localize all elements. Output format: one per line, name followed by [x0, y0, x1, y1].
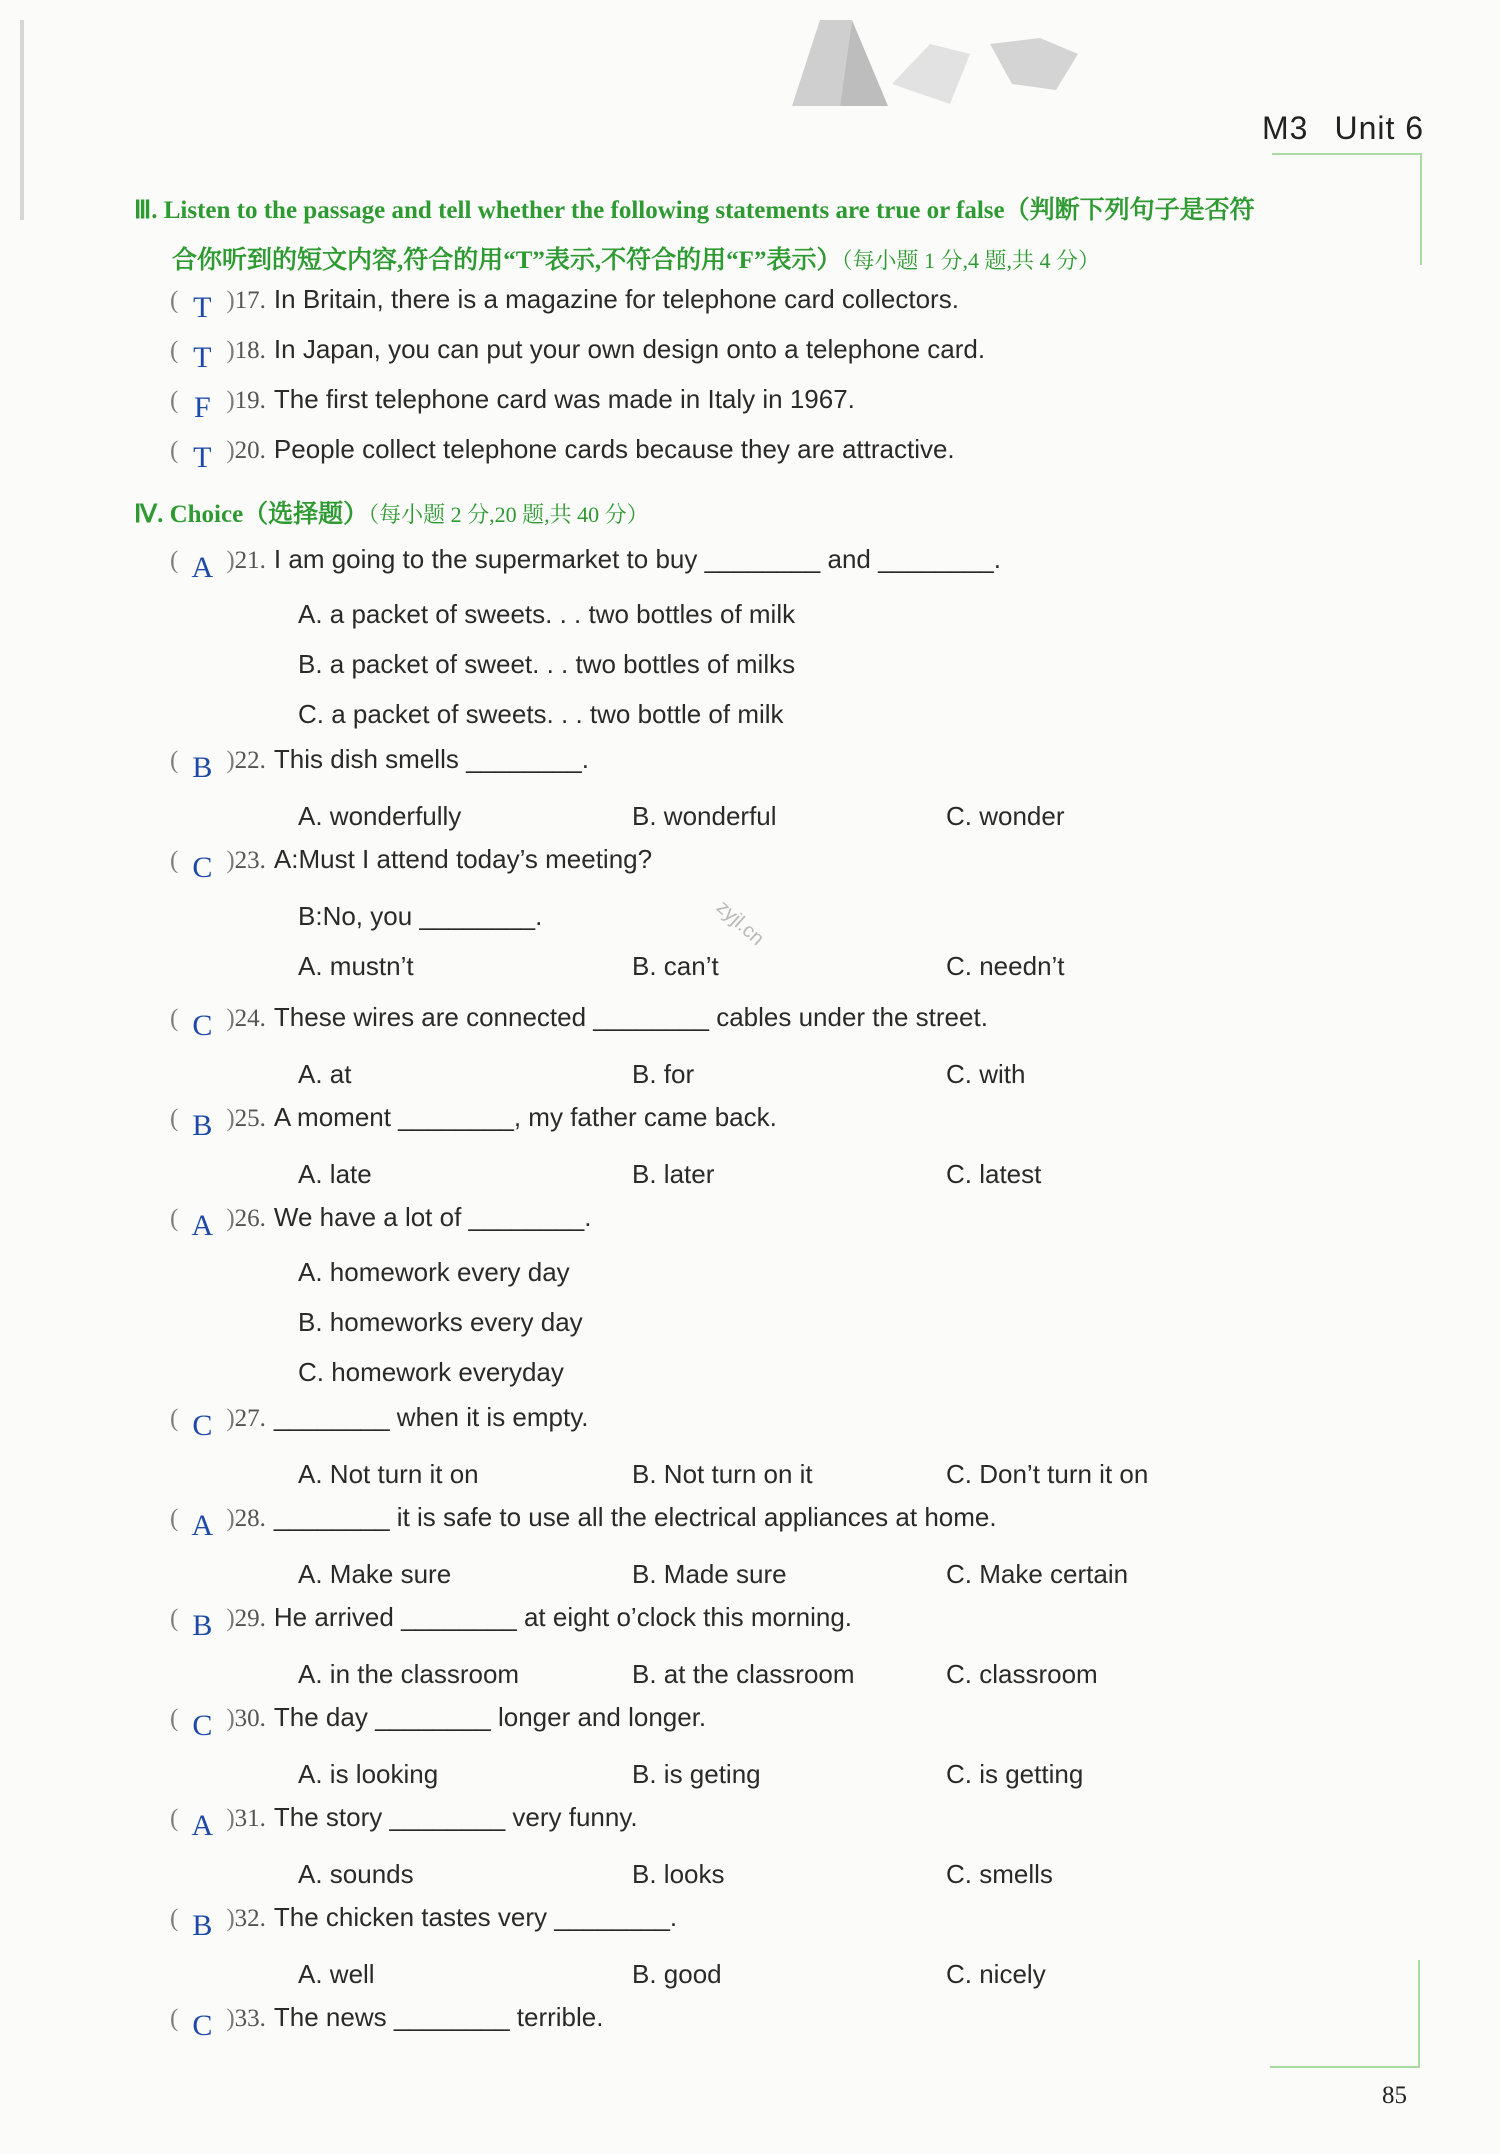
option-c: C. latest: [946, 1159, 1042, 1189]
question-29: [170, 1600, 853, 1642]
paren-close: ): [226, 1005, 235, 1032]
question-number: 30.: [234, 1705, 266, 1732]
question-text: A moment ________, my father came back.: [273, 1102, 777, 1132]
question-text: In Japan, you can put your own design onto a telephone card.: [273, 334, 986, 364]
paren-close: ): [226, 437, 235, 464]
question-number: 24.: [234, 1005, 266, 1032]
option-a: A. well: [298, 1959, 375, 1989]
answer: A: [191, 551, 214, 584]
answer: A: [191, 1209, 214, 1242]
question-number: 28.: [234, 1505, 266, 1532]
question-text: In Britain, there is a magazine for telephone card collectors.: [273, 284, 959, 314]
question-number: 21.: [234, 547, 266, 574]
option-a: A. at: [298, 1059, 352, 1089]
question-31: [170, 1800, 638, 1842]
option-c: C. a packet of sweets. . . two bottle of milk: [298, 699, 784, 729]
option-c: C. Make certain: [946, 1559, 1129, 1589]
question-text-line2: B:No, you ________.: [298, 901, 543, 931]
answer: B: [192, 1609, 213, 1642]
option-c: C. Don’t turn it on: [946, 1459, 1149, 1489]
option-a: A. mustn’t: [298, 951, 414, 981]
option-a: A. late: [298, 1159, 372, 1189]
option-a: A. wonderfully: [298, 801, 462, 831]
paren-close: ): [226, 287, 235, 314]
option-b: B. good: [632, 1959, 722, 1989]
section3-title-line1: Ⅲ. Listen to the passage and tell whether the following statements are true or false（判断下列句子是否符: [134, 197, 1255, 224]
question-number: 23.: [234, 847, 266, 874]
question-text: The day ________ longer and longer.: [273, 1702, 707, 1732]
question-19: [170, 382, 855, 424]
answer: C: [192, 851, 213, 884]
option-a: A. sounds: [298, 1859, 414, 1889]
question-30: [170, 1700, 707, 1742]
answer: B: [192, 1909, 213, 1942]
question-28: [170, 1500, 997, 1542]
paren-open: (: [170, 547, 179, 574]
question-text: We have a lot of ________.: [273, 1202, 592, 1232]
frame-line-right-bottom: [1418, 1960, 1420, 2068]
paren-close: ): [226, 1605, 235, 1632]
paren-open: (: [170, 1705, 179, 1732]
paren-open: (: [170, 1105, 179, 1132]
option-b: B. Made sure: [632, 1559, 787, 1589]
watermark: zyjl.cn: [712, 896, 769, 950]
option-a: A. Make sure: [298, 1559, 452, 1589]
paren-open: (: [170, 1805, 179, 1832]
question-number: 20.: [234, 437, 266, 464]
question-number: 32.: [234, 1905, 266, 1932]
answer: A: [191, 1809, 214, 1842]
question-text: The story ________ very funny.: [273, 1802, 638, 1832]
question-24: [170, 1000, 988, 1042]
question-text: The chicken tastes very ________.: [273, 1902, 678, 1932]
question-text: The news ________ terrible.: [273, 2002, 604, 2032]
paren-open: (: [170, 1005, 179, 1032]
frame-line-bottom: [1270, 2066, 1420, 2068]
option-a: A. Not turn it on: [298, 1459, 479, 1489]
paren-close: ): [226, 847, 235, 874]
option-c: C. smells: [946, 1859, 1053, 1889]
question-25: [170, 1100, 777, 1142]
question-text: ________ when it is empty.: [273, 1402, 589, 1432]
frame-line-top: [1272, 153, 1420, 155]
option-c: C. nicely: [946, 1959, 1046, 1989]
option-c: C. homework everyday: [298, 1357, 564, 1387]
paren-open: (: [170, 1605, 179, 1632]
question-20: [170, 432, 955, 474]
option-c: C. wonder: [946, 801, 1065, 831]
question-22: [170, 742, 589, 784]
question-number: 29.: [234, 1605, 266, 1632]
question-number: 26.: [234, 1205, 266, 1232]
paren-close: ): [226, 1805, 235, 1832]
answer: C: [192, 1009, 213, 1042]
question-text: The first telephone card was made in Italy in 1967.: [273, 384, 855, 414]
option-b: B. looks: [632, 1859, 725, 1889]
question-23: [170, 842, 653, 884]
option-b: B. at the classroom: [632, 1659, 855, 1689]
answer: C: [192, 2009, 213, 2042]
paren-open: (: [170, 2005, 179, 2032]
question-number: 17.: [234, 287, 266, 314]
option-c: C. needn’t: [946, 951, 1065, 981]
paren-close: ): [226, 387, 235, 414]
option-a: A. in the classroom: [298, 1659, 520, 1689]
question-text: This dish smells ________.: [273, 744, 589, 774]
paren-open: (: [170, 1505, 179, 1532]
paren-close: ): [226, 547, 235, 574]
question-27: [170, 1400, 589, 1442]
question-number: 31.: [234, 1805, 266, 1832]
option-b: B. can’t: [632, 951, 719, 981]
option-b: B. for: [632, 1059, 695, 1089]
paren-open: (: [170, 387, 179, 414]
paren-open: (: [170, 747, 179, 774]
paren-close: ): [226, 1205, 235, 1232]
option-c: C. classroom: [946, 1659, 1098, 1689]
question-26: [170, 1200, 592, 1242]
option-c: C. with: [946, 1059, 1026, 1089]
answer: T: [193, 341, 212, 374]
paren-open: (: [170, 847, 179, 874]
page-edge-shadow: [20, 20, 24, 220]
question-text: A:Must I attend today’s meeting?: [273, 844, 653, 874]
question-text: He arrived ________ at eight o’clock this morning.: [273, 1602, 853, 1632]
answer: A: [191, 1509, 214, 1542]
answer: C: [192, 1709, 213, 1742]
paren-open: (: [170, 1405, 179, 1432]
question-32: [170, 1900, 678, 1942]
answer: B: [192, 751, 213, 784]
paren-open: (: [170, 337, 179, 364]
section4-title: [134, 494, 649, 530]
question-17: [170, 282, 959, 324]
module-label: M3: [1262, 110, 1309, 146]
frame-line-right: [1420, 153, 1422, 265]
option-a: A. homework every day: [298, 1257, 570, 1287]
paren-close: ): [226, 747, 235, 774]
answer: T: [193, 291, 212, 324]
question-18: [170, 332, 986, 374]
section4-note: （每小题 2 分,20 题,共 40 分）: [368, 502, 649, 527]
question-text: People collect telephone cards because they are attractive.: [273, 434, 955, 464]
option-b: B. wonderful: [632, 801, 777, 831]
paren-open: (: [170, 437, 179, 464]
option-c: C. is getting: [946, 1759, 1084, 1789]
question-text: ________ it is safe to use all the electrical appliances at home.: [273, 1502, 997, 1532]
paren-close: ): [226, 337, 235, 364]
paren-close: ): [226, 1405, 235, 1432]
section3-title-line2: [172, 240, 1100, 276]
section3-note: （每小题 1 分,4 题,共 4 分）: [841, 248, 1100, 273]
paren-open: (: [170, 1905, 179, 1932]
paren-close: ): [226, 1105, 235, 1132]
option-b: B. homeworks every day: [298, 1307, 583, 1337]
option-b: B. later: [632, 1159, 715, 1189]
section4-title-text: Ⅳ. Choice（选择题）: [134, 501, 369, 528]
paren-close: ): [226, 2005, 235, 2032]
paren-close: ): [226, 1705, 235, 1732]
unit-title: [1262, 110, 1424, 147]
question-number: 33.: [234, 2005, 266, 2032]
question-number: 22.: [234, 747, 266, 774]
question-number: 25.: [234, 1105, 266, 1132]
option-b: B. Not turn on it: [632, 1459, 813, 1489]
option-a: A. is looking: [298, 1759, 439, 1789]
question-number: 27.: [234, 1405, 266, 1432]
question-number: 18.: [234, 337, 266, 364]
section3-title-line2-text: 合你听到的短文内容,符合的用“T”表示,不符合的用“F”表示）: [172, 247, 842, 274]
unit-label: Unit 6: [1334, 110, 1425, 146]
question-33: [170, 2000, 604, 2042]
question-number: 19.: [234, 387, 266, 414]
page-number: 85: [1382, 2082, 1407, 2109]
option-a: A. a packet of sweets. . . two bottles of milk: [298, 599, 796, 629]
answer: T: [193, 441, 212, 474]
option-b: B. a packet of sweet. . . two bottles of milks: [298, 649, 796, 679]
answer: B: [192, 1109, 213, 1142]
header-logo-graphic: [780, 14, 1090, 110]
paren-close: ): [226, 1505, 235, 1532]
answer: F: [193, 391, 211, 424]
paren-close: ): [226, 1905, 235, 1932]
question-21: [170, 542, 1001, 584]
question-text: These wires are connected ________ cables under the street.: [273, 1002, 988, 1032]
paren-open: (: [170, 287, 179, 314]
option-b: B. is geting: [632, 1759, 761, 1789]
answer: C: [192, 1409, 213, 1442]
paren-open: (: [170, 1205, 179, 1232]
question-text: I am going to the supermarket to buy ________ and ________.: [273, 544, 1001, 574]
